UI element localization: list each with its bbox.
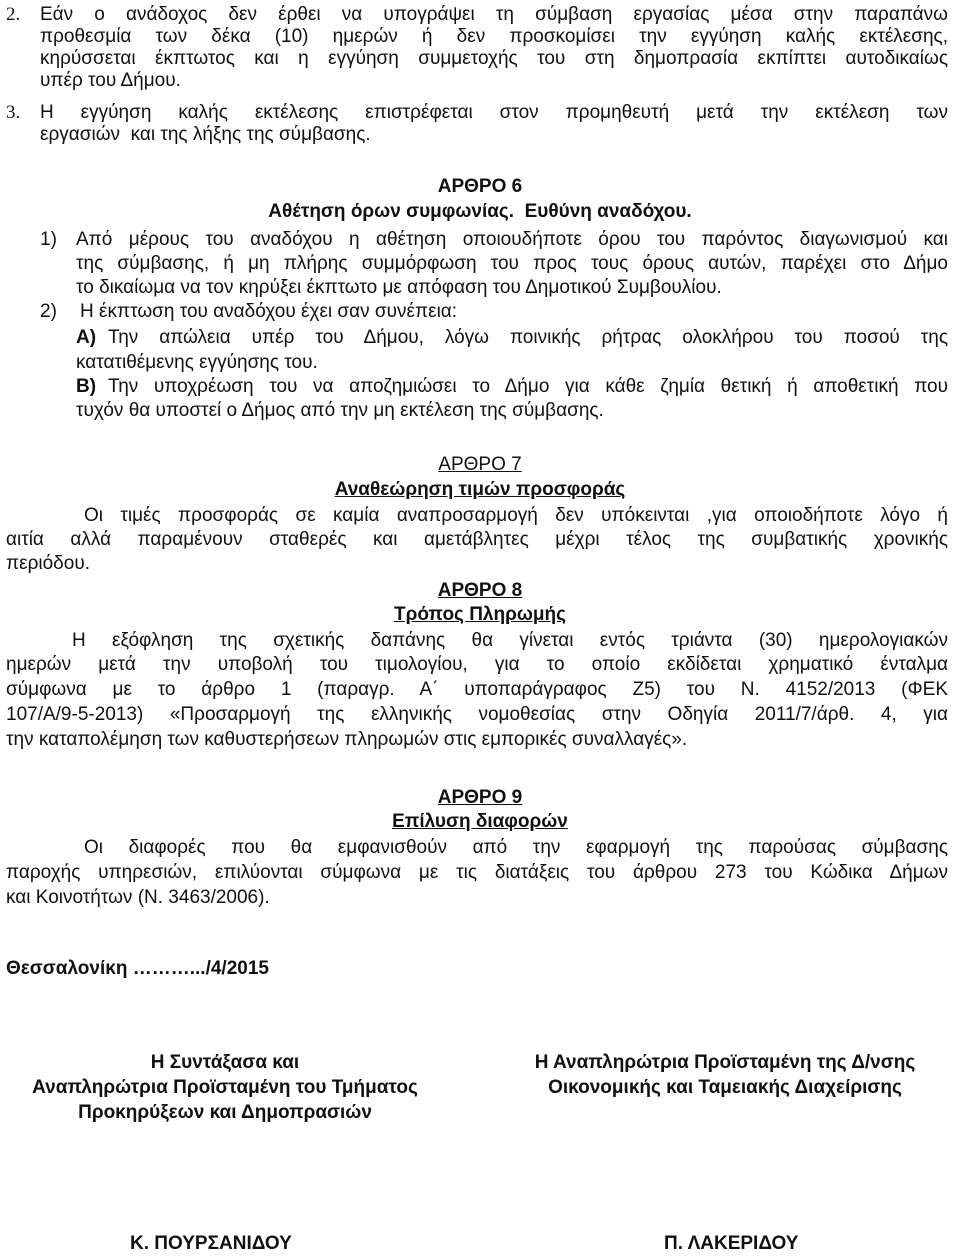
item-2-number: 2. <box>6 4 21 25</box>
article-6-p1-line-2: της σύμβασης, ή μη πλήρης συμμόρφωση του προς τους όρους αυτών, παρέχει στο Δήμο <box>76 253 948 274</box>
article-7-line-2: αιτία αλλά παραμένουν σταθερές και αμετάβλητες μέχρι τέλος της συμβατικής χρονικής <box>6 529 948 550</box>
item-3-number: 3. <box>6 102 21 123</box>
article-6-subtitle: Αθέτηση όρων συμφωνίας. Ευθύνη αναδόχου. <box>268 201 692 222</box>
article-7-line-1: Οι τιμές προσφοράς σε καμία αναπροσαρμογή δεν υπόκεινται ,για οποιοδήποτε λόγο ή <box>84 505 948 526</box>
article-9-line-3: και Κοινοτήτων (Ν. 3463/2006). <box>6 887 270 908</box>
article-7-title: Αναθεώρηση τιμών προσφοράς <box>334 479 626 500</box>
article-6-a-line-2: κατατιθέμενης εγγύησης του. <box>76 352 318 373</box>
article-6-a-label: Α) <box>76 327 97 348</box>
article-6-b-line-1: Την υποχρέωση του να αποζημιώσει το Δήμο για κάθε ζημία θετική ή αποθετική που <box>108 376 948 397</box>
article-8-line-2: ημερών μετά την υποβολή του τιμολογίου, για το οποίο εκδίδεται χρηματικό ένταλμα <box>6 654 948 675</box>
article-8-line-1: Η εξόφληση της σχετικής δαπάνης θα γίνεται εντός τριάντα (30) ημερολογιακών <box>72 630 948 651</box>
signature-left-line-3: Προκηρύξεων και Δημοπρασιών <box>78 1102 372 1123</box>
item-2-line-4: υπέρ του Δήμου. <box>40 70 181 91</box>
signature-right-name: Π. ΛΑΚΕΡΙΔΟΥ <box>664 1233 799 1254</box>
article-6-p1-label: 1) <box>40 229 57 250</box>
signature-right-line-2: Οικονομικής και Ταμειακής Διαχείρισης <box>548 1077 902 1098</box>
article-6-p2-label: 2) <box>40 301 57 322</box>
signature-left-name: Κ. ΠΟΥΡΣΑΝΙΔΟΥ <box>130 1233 292 1254</box>
article-6-a-line-1: Την απώλεια υπέρ του Δήμου, λόγω ποινικής ρήτρας ολοκλήρου του ποσού της <box>108 327 948 348</box>
article-6-b-line-2: τυχόν θα υποστεί ο Δήμος από την μη εκτέλεση της σύμβασης. <box>76 400 604 421</box>
article-7-heading: ΑΡΘΡΟ 7 <box>438 454 522 475</box>
article-9-line-2: παροχής υπηρεσιών, επιλύονται σύμφωνα με τις διατάξεις του άρθρου 273 του Κώδικα Δήμων <box>6 862 948 883</box>
article-8-title: Τρόπος Πληρωμής <box>393 604 567 625</box>
item-2-line-2: προθεσμία των δέκα (10) ημερών ή δεν προσκομίσει την εγγύηση καλής εκτέλεσης, <box>40 26 948 47</box>
article-7-line-3: περιόδου. <box>6 553 90 574</box>
article-6-p1-line-3: το δικαίωμα να τον κηρύξει έκπτωτο με απόφαση του Δημοτικού Συμβουλίου. <box>76 277 722 298</box>
article-9-heading: ΑΡΘΡΟ 9 <box>437 787 523 808</box>
article-9-line-1: Οι διαφορές που θα εμφανισθούν από την εφαρμογή της παρούσας σύμβασης <box>84 837 948 858</box>
item-2-line-1: Εάν ο ανάδοχος δεν έρθει να υπογράψει τη σύμβαση εργασίας μέσα στην παραπάνω <box>40 4 948 25</box>
article-8-line-5: την καταπολέμηση των καθυστερήσεων πληρωμών στις εμπορικές συναλλαγές». <box>6 729 688 750</box>
signature-left-line-2: Αναπληρώτρια Προϊσταμένη του Τμήματος <box>32 1077 418 1098</box>
item-3-line-1: Η εγγύηση καλής εκτέλεσης επιστρέφεται στον προμηθευτή μετά την εκτέλεση των <box>40 102 948 123</box>
signature-left-line-1: Η Συντάξασα και <box>150 1052 300 1073</box>
article-9-title: Επίλυση διαφορών <box>392 811 568 832</box>
article-8-heading: ΑΡΘΡΟ 8 <box>437 580 523 601</box>
article-8-line-4: 107/Α/9-5-2013) «Προσαρμογή της ελληνικής νομοθεσίας στην Οδηγία 2011/7/άρθ. 4, για <box>6 704 948 725</box>
article-6-p2-text: Η έκπτωση του αναδόχου έχει σαν συνέπεια: <box>80 301 458 322</box>
place-date: Θεσσαλονίκη ……….../4/2015 <box>6 958 269 979</box>
signature-right-line-1: Η Αναπληρώτρια Προϊσταμένη της Δ/νσης <box>534 1052 916 1073</box>
item-3-line-2: εργασιών και της λήξης της σύμβασης. <box>40 124 371 145</box>
article-6-b-label: Β) <box>76 376 97 397</box>
article-8-line-3: σύμφωνα με το άρθρο 1 (παραγρ. Α΄ υποπαράγραφος Ζ5) του Ν. 4152/2013 (ΦΕΚ <box>6 679 948 700</box>
article-6-p1-line-1: Από μέρους του αναδόχου η αθέτηση οποιουδήποτε όρου του παρόντος διαγωνισμού και <box>76 229 948 250</box>
item-2-line-3: κηρύσσεται έκπτωτος και η εγγύηση συμμετοχής του στη δημοπρασία εκπίπτει αυτοδικαίως <box>40 48 948 69</box>
article-6-heading: ΑΡΘΡΟ 6 <box>437 176 523 197</box>
